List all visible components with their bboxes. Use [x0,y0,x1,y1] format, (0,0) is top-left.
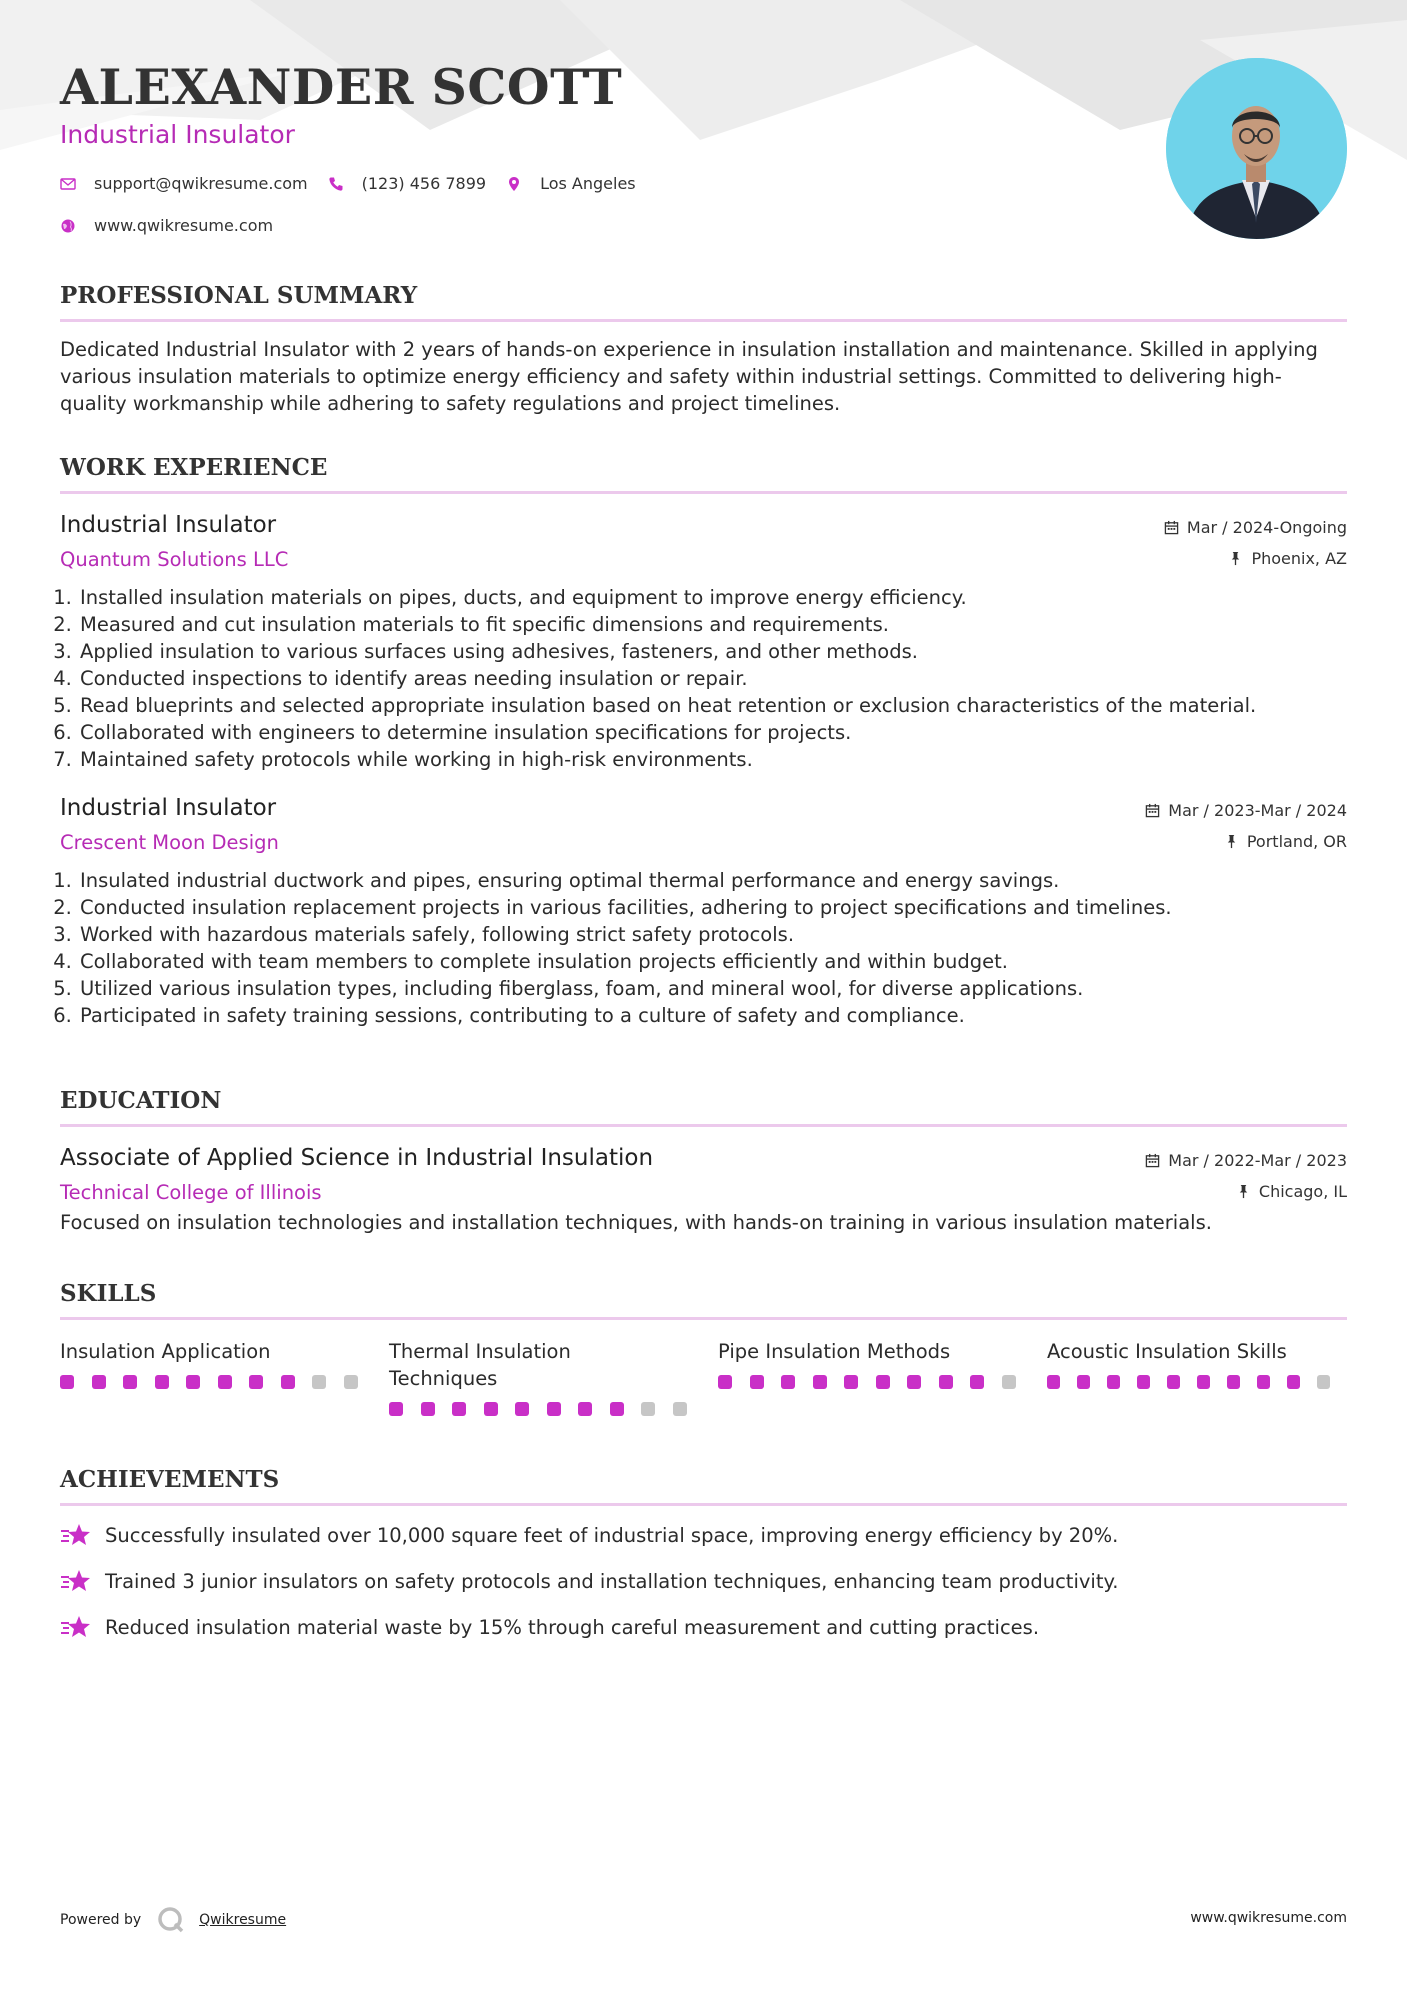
experience-heading: WORK EXPERIENCE [60,454,1347,494]
map-pin-icon [506,176,522,192]
calendar-icon [1164,520,1179,535]
skill-dot-filled [844,1375,858,1389]
achievement-text: Reduced insulation material waste by 15% through careful measurement and cutting practices. [105,1615,1040,1639]
skill-dot-filled [484,1402,498,1416]
skill-rating [60,1375,389,1389]
skill-dot-filled [578,1402,592,1416]
skill-dot-filled [970,1375,984,1389]
skill-dot-filled [1137,1375,1150,1389]
calendar-icon [1145,803,1160,818]
website-text: www.qwikresume.com [94,216,274,235]
skill-dot-filled [218,1375,232,1389]
skill-dot-filled [907,1375,921,1389]
school-name: Technical College of Illinois [60,1181,322,1204]
skill-dot-filled [1077,1375,1090,1389]
powered-by-label: Powered by [60,1912,142,1928]
job-date [1145,801,1347,820]
page-footer [60,1898,1347,1938]
education-entry [60,1145,1347,1236]
qwikresume-link[interactable]: Qwikresume [199,1912,287,1928]
envelope-icon [60,176,76,192]
shooting-star-icon [60,1568,92,1594]
skill-dot-filled [1287,1375,1300,1389]
skill-dot-empty [312,1375,326,1389]
job-date [1164,518,1347,537]
job-entry [60,795,1347,1029]
qwikresume-logo-icon [157,1906,185,1934]
education-date [1145,1151,1347,1170]
skills-list [60,1338,1347,1416]
contact-row-website [60,216,293,235]
education-description: Focused on insulation technologies and installation techniques, with hands-on training in various insulation materials. [60,1211,1212,1234]
contact-website[interactable] [60,216,273,235]
skill-name: Acoustic Insulation Skills [1047,1340,1287,1363]
list-item: 4. Collaborated with team members to complete insulation projects efficiently and within budget. [78,948,1347,975]
location-text: Los Angeles [540,174,636,193]
skill-dot-filled [1257,1375,1270,1389]
shooting-star-icon [60,1614,92,1640]
skill-dot-filled [92,1375,106,1389]
pushpin-icon [1224,834,1239,849]
job-bullets [60,867,1347,1029]
skill-item [389,1338,718,1416]
skill-item [60,1338,389,1416]
achievement-item [60,1568,1347,1594]
candidate-name: ALEXANDER SCOTT [60,58,623,116]
list-item: 2. Measured and cut insulation materials to fit specific dimensions and requirements. [78,611,1347,638]
skill-dot-filled [281,1375,295,1389]
skill-dot-filled [781,1375,795,1389]
skill-dot-empty [344,1375,358,1389]
education-section [60,1087,1347,1236]
globe-icon [60,218,76,234]
candidate-title: Industrial Insulator [60,120,295,149]
list-item: 1. Insulated industrial ductwork and pipes, ensuring optimal thermal performance and energy savings. [78,867,1347,894]
job-location-text: Portland, OR [1246,832,1347,851]
list-item: 2. Conducted insulation replacement projects in various facilities, adhering to project specifications and timelines. [78,894,1347,921]
skills-heading: SKILLS [60,1280,1347,1320]
skill-rating [389,1402,718,1416]
job-company: Crescent Moon Design [60,831,279,854]
list-item: 6. Participated in safety training sessions, contributing to a culture of safety and compliance. [78,1002,1347,1029]
skill-dot-filled [421,1402,435,1416]
list-item: 3. Worked with hazardous materials safely, following strict safety protocols. [78,921,1347,948]
job-location [1224,832,1347,851]
phone-icon [328,176,344,192]
skill-dot-filled [123,1375,137,1389]
skill-dot-empty [1317,1375,1330,1389]
skill-dot-filled [186,1375,200,1389]
skill-dot-filled [389,1402,403,1416]
skill-dot-filled [249,1375,263,1389]
skill-dot-filled [452,1402,466,1416]
list-item: 5. Utilized various insulation types, including fiberglass, foam, and mineral wool, for diverse applications. [78,975,1347,1002]
contact-email[interactable] [60,174,308,193]
skills-section [60,1280,1347,1416]
achievements-heading: ACHIEVEMENTS [60,1466,1347,1506]
job-bullets [60,584,1347,773]
skill-dot-filled [1227,1375,1240,1389]
contact-location [506,174,636,193]
pushpin-icon [1228,551,1243,566]
job-company: Quantum Solutions LLC [60,548,289,571]
skill-dot-filled [1167,1375,1180,1389]
list-item: 1. Installed insulation materials on pipes, ducts, and equipment to improve energy efficiency. [78,584,1347,611]
list-item: 5. Read blueprints and selected appropriate insulation based on heat retention or exclusion characteristics of the material. [78,692,1347,719]
achievement-text: Successfully insulated over 10,000 square feet of industrial space, improving energy efficiency by 20%. [105,1523,1119,1547]
job-title: Industrial Insulator [60,512,277,538]
list-item: 4. Conducted inspections to identify areas needing insulation or repair. [78,665,1347,692]
footer-url[interactable]: www.qwikresume.com [1190,1910,1347,1926]
calendar-icon [1145,1153,1160,1168]
profile-photo [1166,58,1347,239]
contact-phone[interactable] [328,174,486,193]
education-date-text: Mar / 2022-Mar / 2023 [1168,1151,1347,1170]
skill-dot-filled [939,1375,953,1389]
job-date-text: Mar / 2024-Ongoing [1186,518,1347,537]
summary-text: Dedicated Industrial Insulator with 2 years of hands-on experience in insulation installation and maintenance. Skilled in applying various insulation materials to optimize energy efficiency and safety within industrial settings. Committed to delivering high-quality workmanship while adhering to safety regulations and project timelines. [60,338,1318,415]
email-text: support@qwikresume.com [94,174,308,193]
experience-section [60,454,1347,1029]
education-location-text: Chicago, IL [1258,1182,1347,1201]
skill-name: Thermal Insulation Techniques [389,1340,571,1390]
skill-dot-empty [673,1402,687,1416]
skill-dot-filled [1047,1375,1060,1389]
achievement-item [60,1522,1347,1548]
skill-dot-filled [547,1402,561,1416]
job-entry [60,512,1347,773]
resume-header [60,0,1347,250]
job-date-text: Mar / 2023-Mar / 2024 [1168,801,1347,820]
list-item: 6. Collaborated with engineers to determine insulation specifications for projects. [78,719,1347,746]
contact-row [60,174,656,193]
skill-dot-filled [155,1375,169,1389]
person-portrait-icon [1166,58,1347,239]
list-item: 7. Maintained safety protocols while working in high-risk environments. [78,746,1347,773]
phone-text: (123) 456 7899 [361,174,487,193]
powered-by [60,1906,286,1934]
achievement-text: Trained 3 junior insulators on safety protocols and installation techniques, enhancing team productivity. [105,1569,1119,1593]
skill-dot-filled [610,1402,624,1416]
skill-item [1047,1338,1347,1416]
skill-dot-filled [876,1375,890,1389]
education-heading: EDUCATION [60,1087,1347,1127]
shooting-star-icon [60,1522,92,1548]
skill-name: Pipe Insulation Methods [718,1340,951,1363]
pushpin-icon [1236,1184,1251,1199]
achievements-section [60,1466,1347,1640]
skill-dot-filled [1197,1375,1210,1389]
summary-section [60,282,1347,417]
education-location [1236,1182,1347,1201]
skill-dot-filled [60,1375,74,1389]
job-location [1228,549,1347,568]
achievement-item [60,1614,1347,1640]
skill-dot-filled [1107,1375,1120,1389]
degree-title: Associate of Applied Science in Industrial Insulation [60,1145,654,1171]
summary-heading: PROFESSIONAL SUMMARY [60,282,1347,322]
job-title: Industrial Insulator [60,795,277,821]
skill-dot-filled [750,1375,764,1389]
skill-dot-filled [718,1375,732,1389]
skill-dot-empty [641,1402,655,1416]
skill-dot-filled [515,1402,529,1416]
skill-rating [1047,1375,1347,1389]
job-location-text: Phoenix, AZ [1251,549,1347,568]
skill-rating [718,1375,1047,1389]
skill-name: Insulation Application [60,1340,271,1363]
list-item: 3. Applied insulation to various surfaces using adhesives, fasteners, and other methods. [78,638,1347,665]
skill-dot-empty [1002,1375,1016,1389]
skill-dot-filled [813,1375,827,1389]
skill-item [718,1338,1047,1416]
